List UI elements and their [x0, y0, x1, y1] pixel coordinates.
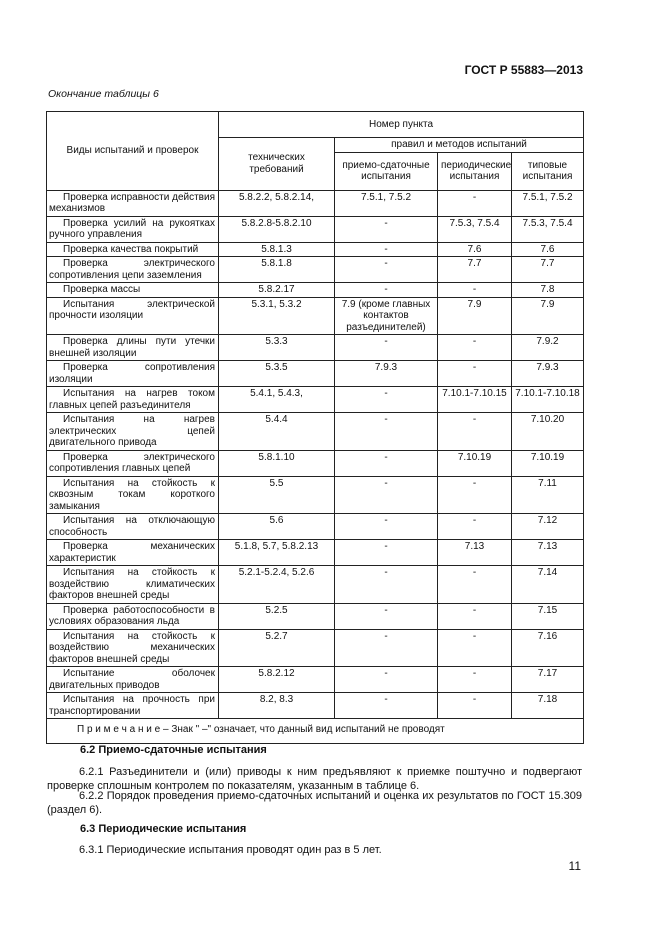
type-test-cell: 7.8 — [512, 283, 584, 298]
acceptance-cell: - — [335, 566, 438, 604]
table-row — [47, 603, 584, 629]
acceptance-cell: - — [335, 450, 438, 476]
test-name-cell: Испытание оболочек двигательных приводов — [47, 667, 219, 693]
type-test-cell: 7.18 — [512, 693, 584, 719]
table-note: П р и м е ч а н и е – Знак " –" означает, что данный вид испытаний не проводят — [47, 719, 584, 744]
periodic-cell: 7.10.1-7.10.15 — [438, 387, 512, 413]
acceptance-cell: - — [335, 283, 438, 298]
periodic-cell: - — [438, 629, 512, 667]
document-code: ГОСТ Р 55883—2013 — [464, 63, 583, 77]
header-acceptance: приемо-сдаточные испытания — [335, 152, 438, 190]
test-name-cell: Испытания электрической прочности изоляции — [47, 297, 219, 335]
periodic-cell: - — [438, 283, 512, 298]
tech-req-cell: 5.8.2.12 — [219, 667, 335, 693]
test-name-cell: Испытания на нагрев током главных цепей разъединителя — [47, 387, 219, 413]
acceptance-cell: - — [335, 335, 438, 361]
table-row — [47, 257, 584, 283]
periodic-cell: - — [438, 413, 512, 451]
acceptance-cell: - — [335, 540, 438, 566]
acceptance-cell: - — [335, 629, 438, 667]
test-name-cell: Проверка исправности действия механизмов — [47, 190, 219, 216]
tech-req-cell: 5.8.2.8-5.8.2.10 — [219, 216, 335, 242]
header-type-tests: типовые испытания — [512, 152, 584, 190]
tech-req-cell: 5.3.1, 5.3.2 — [219, 297, 335, 335]
acceptance-cell: - — [335, 216, 438, 242]
acceptance-cell: - — [335, 476, 438, 514]
table-row — [47, 476, 584, 514]
periodic-cell: 7.6 — [438, 242, 512, 257]
tech-req-cell: 5.1.8, 5.7, 5.8.2.13 — [219, 540, 335, 566]
test-name-cell: Проверка механических характеристик — [47, 540, 219, 566]
tech-req-cell: 5.8.2.17 — [219, 283, 335, 298]
test-name-cell: Испытания на стойкость к воздействию климатических факторов внешней среды — [47, 566, 219, 604]
periodic-cell: - — [438, 514, 512, 540]
acceptance-cell: - — [335, 667, 438, 693]
page-number: 11 — [568, 859, 581, 873]
periodic-cell: - — [438, 566, 512, 604]
table-row — [47, 216, 584, 242]
acceptance-cell: 7.9 (кроме главных контактов разъединителей) — [335, 297, 438, 335]
table-row — [47, 514, 584, 540]
acceptance-cell: - — [335, 514, 438, 540]
acceptance-cell: 7.5.1, 7.5.2 — [335, 190, 438, 216]
header-tech-requirements: технических требований — [219, 138, 335, 191]
periodic-cell: 7.5.3, 7.5.4 — [438, 216, 512, 242]
tech-req-cell: 5.2.7 — [219, 629, 335, 667]
type-test-cell: 7.10.1-7.10.18 — [512, 387, 584, 413]
section-title-6-3: 6.3 Периодические испытания — [80, 823, 247, 835]
tech-req-cell: 5.6 — [219, 514, 335, 540]
table-row — [47, 190, 584, 216]
acceptance-cell: - — [335, 693, 438, 719]
periodic-cell: 7.9 — [438, 297, 512, 335]
type-test-cell: 7.17 — [512, 667, 584, 693]
table-row — [47, 667, 584, 693]
tech-req-cell: 5.8.1.10 — [219, 450, 335, 476]
type-test-cell: 7.9.2 — [512, 335, 584, 361]
paragraph-6-3-1: 6.3.1 Периодические испытания проводят один раз в 5 лет. — [79, 844, 382, 856]
tests-table — [46, 111, 584, 744]
periodic-cell: 7.10.19 — [438, 450, 512, 476]
table-row — [47, 242, 584, 257]
test-name-cell: Испытания на стойкость к сквозным токам короткого замыкания — [47, 476, 219, 514]
tech-req-cell: 5.5 — [219, 476, 335, 514]
periodic-cell: - — [438, 667, 512, 693]
type-test-cell: 7.6 — [512, 242, 584, 257]
header-test-types: Виды испытаний и проверок — [47, 112, 219, 191]
test-name-cell: Проверка электрического сопротивления цепи заземления — [47, 257, 219, 283]
type-test-cell: 7.16 — [512, 629, 584, 667]
section-title-6-2: 6.2 Приемо-сдаточные испытания — [80, 744, 267, 756]
table-row — [47, 387, 584, 413]
acceptance-cell: - — [335, 413, 438, 451]
tech-req-cell: 5.2.5 — [219, 603, 335, 629]
header-item-number: Номер пункта — [219, 112, 584, 138]
paragraph-6-2-2: 6.2.2 Порядок проведения приемо-сдаточных испытаний и оценка их результатов по ГОСТ 15.309 (раздел 6). — [47, 790, 582, 816]
header-rules-methods: правил и методов испытаний — [335, 138, 584, 153]
test-name-cell: Испытания на прочность при транспортировании — [47, 693, 219, 719]
test-name-cell: Проверка усилий на рукоятках ручного управления — [47, 216, 219, 242]
table-row — [47, 335, 584, 361]
periodic-cell: - — [438, 190, 512, 216]
type-test-cell: 7.10.19 — [512, 450, 584, 476]
tech-req-cell: 5.8.2.2, 5.8.2.14, — [219, 190, 335, 216]
table-body — [47, 190, 584, 719]
test-name-cell: Проверка длины пути утечки внешней изоляции — [47, 335, 219, 361]
type-test-cell: 7.14 — [512, 566, 584, 604]
test-name-cell: Испытания на отключающую способность — [47, 514, 219, 540]
test-name-cell: Проверка массы — [47, 283, 219, 298]
tech-req-cell: 5.4.4 — [219, 413, 335, 451]
table-row — [47, 413, 584, 451]
header-periodic: периодические испытания — [438, 152, 512, 190]
type-test-cell: 7.10.20 — [512, 413, 584, 451]
paragraph-6-2-1: 6.2.1 Разъединители и (или) приводы к ним предъявляют к приемке поштучно и подвергают проверке сплошным контролем по показателям, указанным в таблице 6. — [47, 766, 582, 792]
tech-req-cell: 5.8.1.3 — [219, 242, 335, 257]
type-test-cell: 7.5.3, 7.5.4 — [512, 216, 584, 242]
test-name-cell: Испытания на нагрев электрических цепей двигательного привода — [47, 413, 219, 451]
test-name-cell: Испытания на стойкость к воздействию механических факторов внешней среды — [47, 629, 219, 667]
table-row — [47, 450, 584, 476]
table-row — [47, 693, 584, 719]
table-row — [47, 361, 584, 387]
acceptance-cell: - — [335, 603, 438, 629]
periodic-cell: - — [438, 476, 512, 514]
acceptance-cell: 7.9.3 — [335, 361, 438, 387]
periodic-cell: 7.13 — [438, 540, 512, 566]
type-test-cell: 7.15 — [512, 603, 584, 629]
test-name-cell: Проверка работоспособности в условиях образования льда — [47, 603, 219, 629]
test-name-cell: Проверка сопротивления изоляции — [47, 361, 219, 387]
acceptance-cell: - — [335, 242, 438, 257]
type-test-cell: 7.7 — [512, 257, 584, 283]
type-test-cell: 7.11 — [512, 476, 584, 514]
periodic-cell: - — [438, 361, 512, 387]
periodic-cell: - — [438, 603, 512, 629]
type-test-cell: 7.13 — [512, 540, 584, 566]
type-test-cell: 7.9.3 — [512, 361, 584, 387]
acceptance-cell: - — [335, 387, 438, 413]
periodic-cell: - — [438, 335, 512, 361]
table-caption: Окончание таблицы 6 — [48, 88, 159, 100]
acceptance-cell: - — [335, 257, 438, 283]
tech-req-cell: 5.8.1.8 — [219, 257, 335, 283]
periodic-cell: - — [438, 693, 512, 719]
test-name-cell: Проверка электрического сопротивления главных цепей — [47, 450, 219, 476]
tech-req-cell: 5.4.1, 5.4.3, — [219, 387, 335, 413]
table-row — [47, 297, 584, 335]
test-name-cell: Проверка качества покрытий — [47, 242, 219, 257]
table-row — [47, 629, 584, 667]
tech-req-cell: 5.3.5 — [219, 361, 335, 387]
type-test-cell: 7.9 — [512, 297, 584, 335]
table-row — [47, 540, 584, 566]
tech-req-cell: 8.2, 8.3 — [219, 693, 335, 719]
tech-req-cell: 5.2.1-5.2.4, 5.2.6 — [219, 566, 335, 604]
table-row — [47, 283, 584, 298]
type-test-cell: 7.12 — [512, 514, 584, 540]
periodic-cell: 7.7 — [438, 257, 512, 283]
table-row — [47, 566, 584, 604]
type-test-cell: 7.5.1, 7.5.2 — [512, 190, 584, 216]
tech-req-cell: 5.3.3 — [219, 335, 335, 361]
